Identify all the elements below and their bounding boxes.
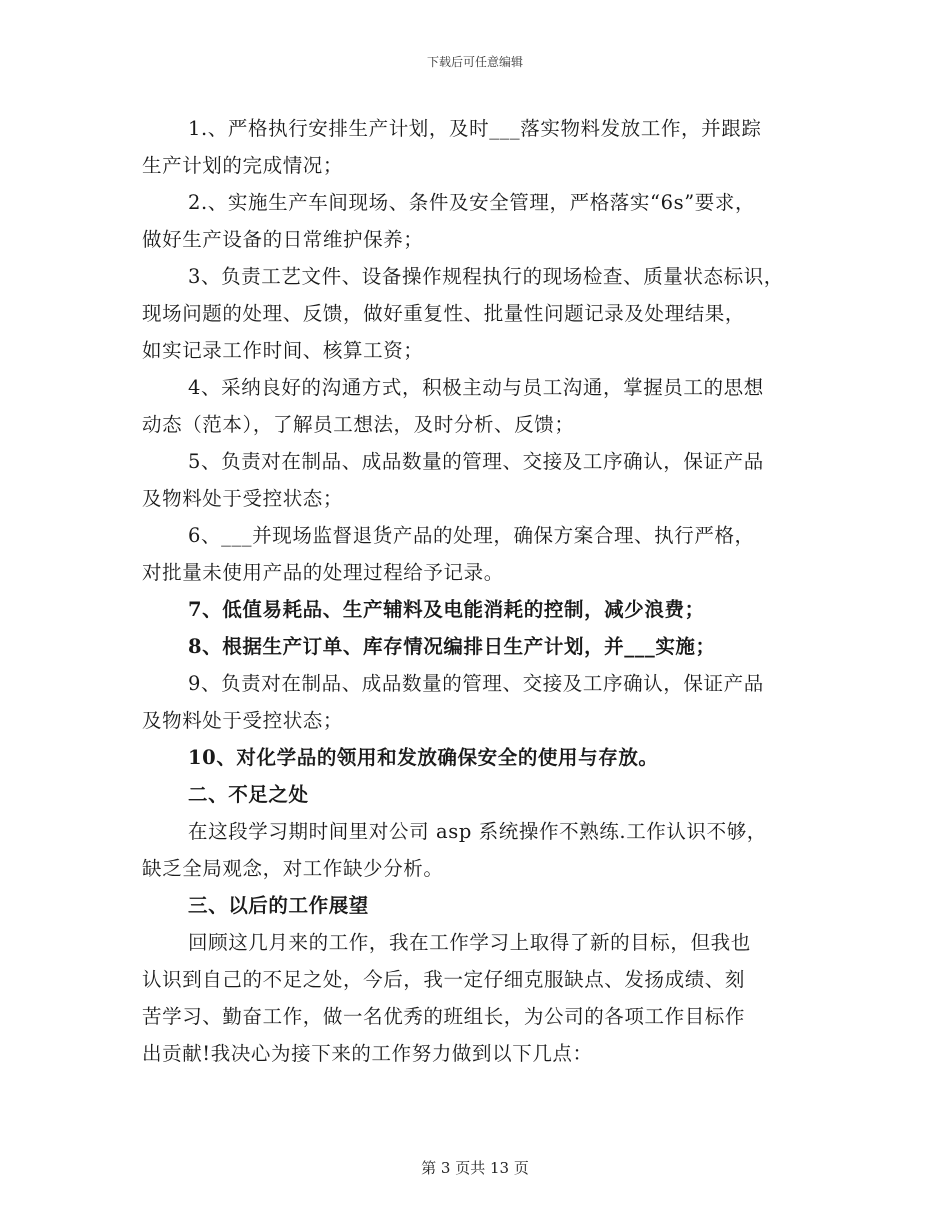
paragraph-line: 4、采纳良好的沟通方式，积极主动与员工沟通，掌握员工的思想 <box>188 376 764 399</box>
paragraph-bold <box>142 739 822 776</box>
paragraph-line: 8、根据生产订单、库存情况编排日生产计划，并___实施； <box>188 635 716 658</box>
paragraph <box>142 665 822 739</box>
section-heading-text: 三、以后的工作展望 <box>188 894 369 917</box>
paragraph-line: 1.、严格执行安排生产计划，及时___落实物料发放工作，并跟踪 <box>188 117 762 140</box>
paragraph-bold <box>142 628 822 665</box>
paragraph-line: 及物料处于受控状态； <box>142 709 344 732</box>
paragraph-line: 做好生产设备的日常维护保养； <box>142 228 424 251</box>
paragraph-line: 2.、实施生产车间现场、条件及安全管理，严格落实“6s”要求， <box>188 191 756 214</box>
paragraph-line: 出贡献!我决心为接下来的工作努力做到以下几点： <box>142 1042 593 1065</box>
paragraph-line: 对批量未使用产品的处理过程给予记录。 <box>142 561 504 584</box>
paragraph <box>142 813 822 887</box>
paragraph <box>142 924 822 1072</box>
paragraph <box>142 369 822 443</box>
paragraph-line: 9、负责对在制品、成品数量的管理、交接及工序确认，保证产品 <box>188 672 764 695</box>
document-body <box>142 110 822 1072</box>
section-heading <box>142 887 822 924</box>
paragraph <box>142 258 822 369</box>
paragraph-line: 苦学习、勤奋工作，做一名优秀的班组长，为公司的各项工作目标作 <box>142 1005 746 1028</box>
page-footer: 第 3 页共 13 页 <box>421 1159 529 1177</box>
section-heading <box>142 776 822 813</box>
paragraph <box>142 184 822 258</box>
paragraph-line: 7、低值易耗品、生产辅料及电能消耗的控制，减少浪费； <box>188 598 705 621</box>
paragraph-line: 在这段学习期时间里对公司 asp 系统操作不熟练.工作认识不够， <box>188 820 767 843</box>
paragraph-line: 5、负责对在制品、成品数量的管理、交接及工序确认，保证产品 <box>188 450 764 473</box>
section-heading-text: 二、不足之处 <box>188 783 309 806</box>
paragraph-line: 及物料处于受控状态； <box>142 487 344 510</box>
paragraph-line: 现场问题的处理、反馈，做好重复性、批量性问题记录及处理结果， <box>142 302 746 325</box>
paragraph <box>142 110 822 184</box>
paragraph <box>142 443 822 517</box>
paragraph-line: 10、对化学品的领用和发放确保安全的使用与存放。 <box>188 746 659 769</box>
paragraph-line: 回顾这几月来的工作，我在工作学习上取得了新的目标，但我也 <box>188 931 751 954</box>
paragraph-bold <box>142 591 822 628</box>
paragraph-line: 动态（范本），了解员工想法，及时分析、反馈； <box>142 413 575 436</box>
paragraph-line: 如实记录工作时间、核算工资； <box>142 339 424 362</box>
paragraph-line: 缺乏全局观念，对工作缺少分析。 <box>142 857 444 880</box>
paragraph-line: 6、___并现场监督退货产品的处理，确保方案合理、执行严格， <box>188 524 755 547</box>
paragraph <box>142 517 822 591</box>
paragraph-line: 3、负责工艺文件、设备操作规程执行的现场检查、质量状态标识， <box>188 265 784 288</box>
page-header: 下载后可任意编辑 <box>426 55 523 69</box>
paragraph-line: 生产计划的完成情况； <box>142 154 344 177</box>
paragraph-line: 认识到自己的不足之处，今后，我一定仔细克服缺点、发扬成绩、刻 <box>142 968 746 991</box>
